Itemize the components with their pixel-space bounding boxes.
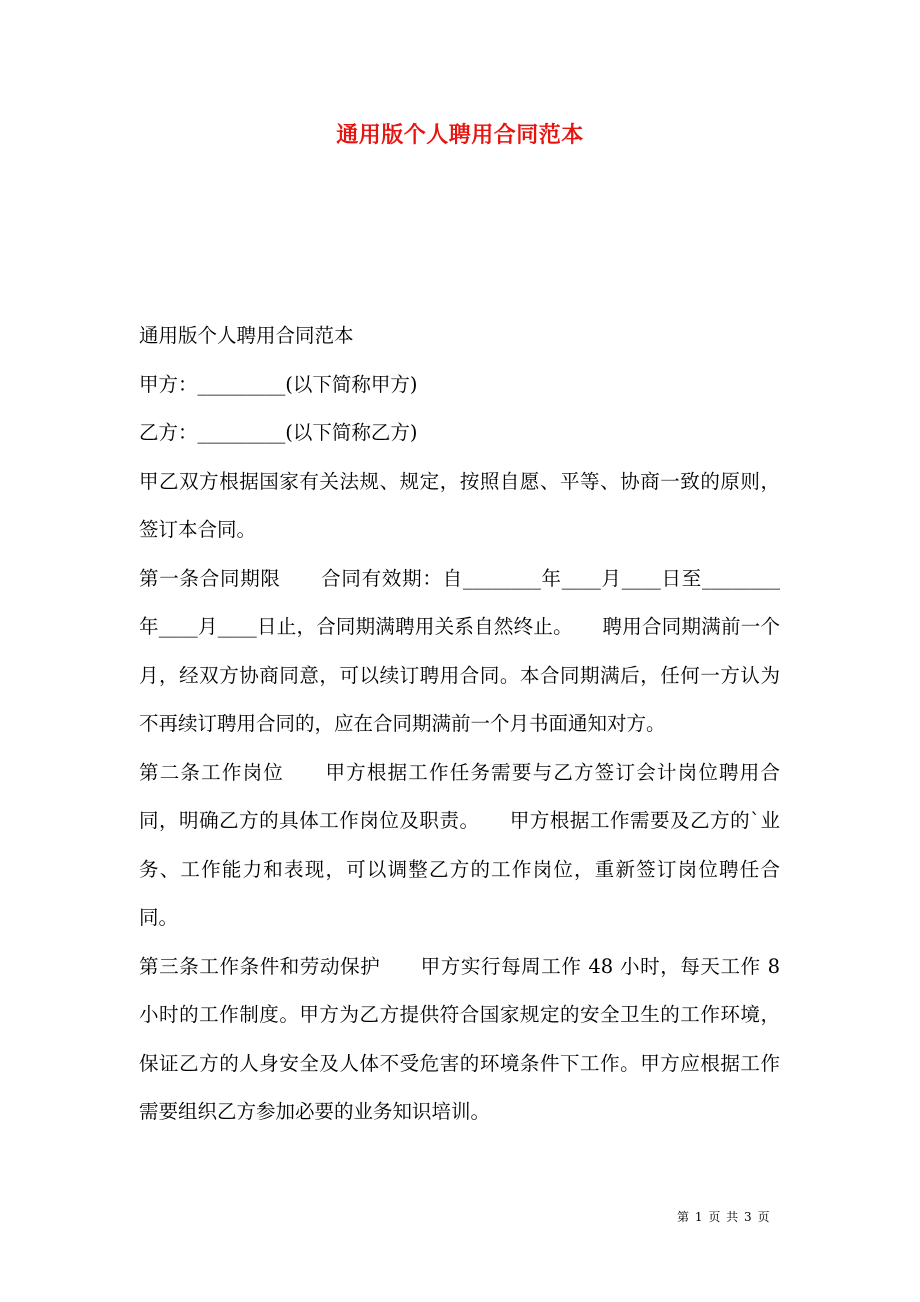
page-number-footer [677, 1208, 770, 1225]
footer-prefix: 第 [677, 1210, 691, 1224]
document-body [139, 312, 780, 1137]
paragraph-article-3: 第三条工作条件和劳动保护 甲方实行每周工作 48 小时，每天工作 8 小时的工作制度。甲方为乙方提供符合国家规定的安全卫生的工作环境，保证乙方的人身安全及人体不受危害的环境条件下工作。甲方应根据工作需要组织乙方参加必要的业务知识培训。 [139, 954, 780, 1123]
footer-suffix: 页 [757, 1210, 771, 1224]
paragraph-party-a: 甲方：_________(以下简称甲方) [139, 372, 418, 396]
paragraph-party-b: 乙方：_________(以下简称乙方) [139, 421, 418, 444]
paragraph-article-1: 第一条合同期限 合同有效期：自________年____月____日至________年____月____日止，合同期满聘用关系自然终止。 聘用合同期满前一个月，经双方协商同意，可以续订聘用合同。本合同期满后，任何一方认为不再续订聘用合同的，应在合同期满前一个月书面通知对方。 [139, 566, 780, 735]
paragraph-intro: 甲乙双方根据国家有关法规、规定，按照自愿、平等、协商一致的原则，签订本合同。 [139, 469, 780, 541]
paragraph-article-2: 第二条工作岗位 甲方根据工作任务需要与乙方签订会计岗位聘用合同，明确乙方的具体工作岗位及职责。 甲方根据工作需要及乙方的`业务、工作能力和表现，可以调整乙方的工作岗位，重新签订岗位聘任合同。 [139, 760, 780, 929]
footer-middle: 页 共 [708, 1210, 740, 1224]
paragraph-heading: 通用版个人聘用合同范本 [139, 324, 354, 347]
footer-total-pages: 3 [743, 1210, 753, 1224]
document-title: 通用版个人聘用合同范本 [336, 122, 584, 148]
footer-current-page: 1 [694, 1210, 704, 1224]
